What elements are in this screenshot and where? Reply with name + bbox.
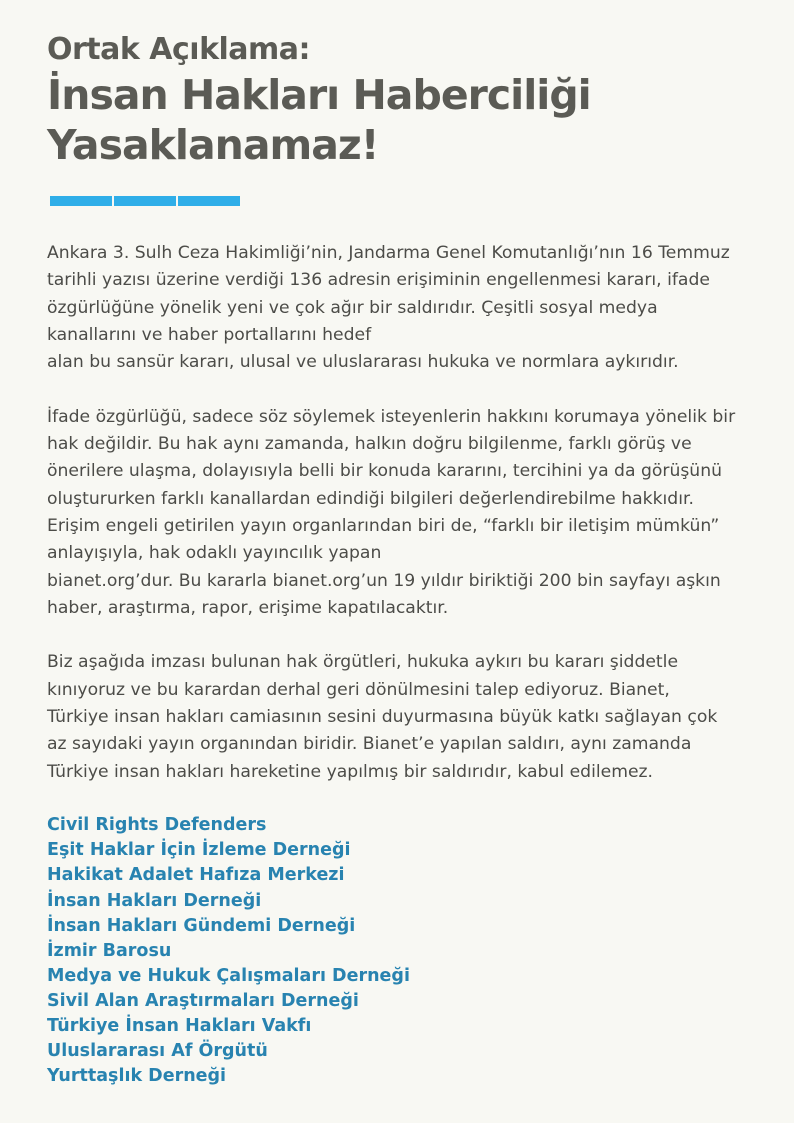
document-title xyxy=(47,70,607,170)
signatory-item[interactable]: Medya ve Hukuk Çalışmaları Derneği xyxy=(47,965,410,986)
paragraph-line: oluştururken farklı kanallardan edindiği bilgileri değerlendirebilme hakkıdır. xyxy=(47,488,694,509)
paragraph-line: alan bu sansür kararı, ulusal ve uluslararası hukuka ve normlara aykırıdır. xyxy=(47,352,679,373)
paragraph-line: Türkiye insan hakları hareketine yapılmış bir saldırıdır, kabul edilemez. xyxy=(47,761,654,782)
paragraph-line: anlayışıyla, hak odaklı yayıncılık yapan xyxy=(47,543,382,564)
accent-divider xyxy=(50,196,747,206)
paragraph-line: bianet.org’dur. Bu kararla bianet.org’un 19 yıldır biriktiği 200 bin sayfayı aşkın xyxy=(47,570,721,591)
signatory-list xyxy=(47,813,747,1089)
signatory-item[interactable]: İnsan Hakları Gündemi Derneği xyxy=(47,915,356,936)
accent-bar-segment xyxy=(178,196,240,206)
statement-body xyxy=(47,240,747,786)
document-subtitle: Ortak Açıklama: xyxy=(47,32,311,67)
signatory-item[interactable]: Eşit Haklar İçin İzleme Derneği xyxy=(47,840,351,861)
signatory-item[interactable]: Türkiye İnsan Hakları Vakfı xyxy=(47,1015,312,1036)
paragraph-1 xyxy=(47,240,747,376)
signatory-item[interactable]: Civil Rights Defenders xyxy=(47,815,267,836)
accent-bar-segment xyxy=(114,196,176,206)
paragraph-line: az sayıdaki yayın organından biridir. Bianet’e yapılan saldırı, aynı zamanda xyxy=(47,734,692,755)
paragraph-line: Biz aşağıda imzası bulunan hak örgütleri, hukuka aykırı bu kararı şiddetle xyxy=(47,652,679,673)
paragraph-line: hak değildir. Bu hak aynı zamanda, halkın doğru bilgilenme, farklı görüş ve xyxy=(47,434,692,455)
paragraph-line: kınıyoruz ve bu karardan derhal geri dönülmesini talep ediyoruz. Bianet, xyxy=(47,679,670,700)
signatory-item[interactable]: İzmir Barosu xyxy=(47,940,172,961)
paragraph-2 xyxy=(47,404,747,622)
accent-bar-segment xyxy=(50,196,112,206)
paragraph-3 xyxy=(47,649,747,785)
signatory-item[interactable]: İnsan Hakları Derneği xyxy=(47,890,262,911)
paragraph-line: İfade özgürlüğü, sadece söz söylemek isteyenlerin hakkını korumaya yönelik bir xyxy=(47,406,736,427)
paragraph-line: haber, araştırma, rapor, erişime kapatılacaktır. xyxy=(47,597,449,618)
signatory-item[interactable]: Yurttaşlık Derneği xyxy=(47,1066,227,1087)
signatory-item[interactable]: Uluslararası Af Örgütü xyxy=(47,1041,268,1062)
paragraph-line: Ankara 3. Sulh Ceza Hakimliği’nin, Jandarma Genel Komutanlığı’nın 16 Temmuz xyxy=(47,243,730,263)
paragraph-line: Türkiye insan hakları camiasının sesini duyurmasına büyük katkı sağlayan çok xyxy=(47,707,718,728)
paragraph-line: özgürlüğüne yönelik yeni ve çok ağır bir saldırıdır. Çeşitli sosyal medya xyxy=(47,297,658,318)
paragraph-line: kanallarını ve haber portallarını hedef xyxy=(47,324,372,345)
paragraph-line: Erişim engeli getirilen yayın organlarından biri de, “farklı bir iletişim mümkün” xyxy=(47,515,720,536)
signatory-item[interactable]: Hakikat Adalet Hafıza Merkezi xyxy=(47,865,345,886)
document-page xyxy=(47,30,747,1105)
title-line-1: İnsan Hakları Haberciliği xyxy=(47,71,591,119)
signatory-item[interactable]: Sivil Alan Araştırmaları Derneği xyxy=(47,990,359,1011)
title-line-2: Yasaklanamaz! xyxy=(47,121,379,169)
paragraph-line: tarihli yazısı üzerine verdiği 136 adresin erişiminin engellenmesi kararı, ifade xyxy=(47,270,710,291)
paragraph-line: önerilere ulaşma, dolayısıyla belli bir konuda kararını, tercihini ya da görüşünü xyxy=(47,461,722,482)
